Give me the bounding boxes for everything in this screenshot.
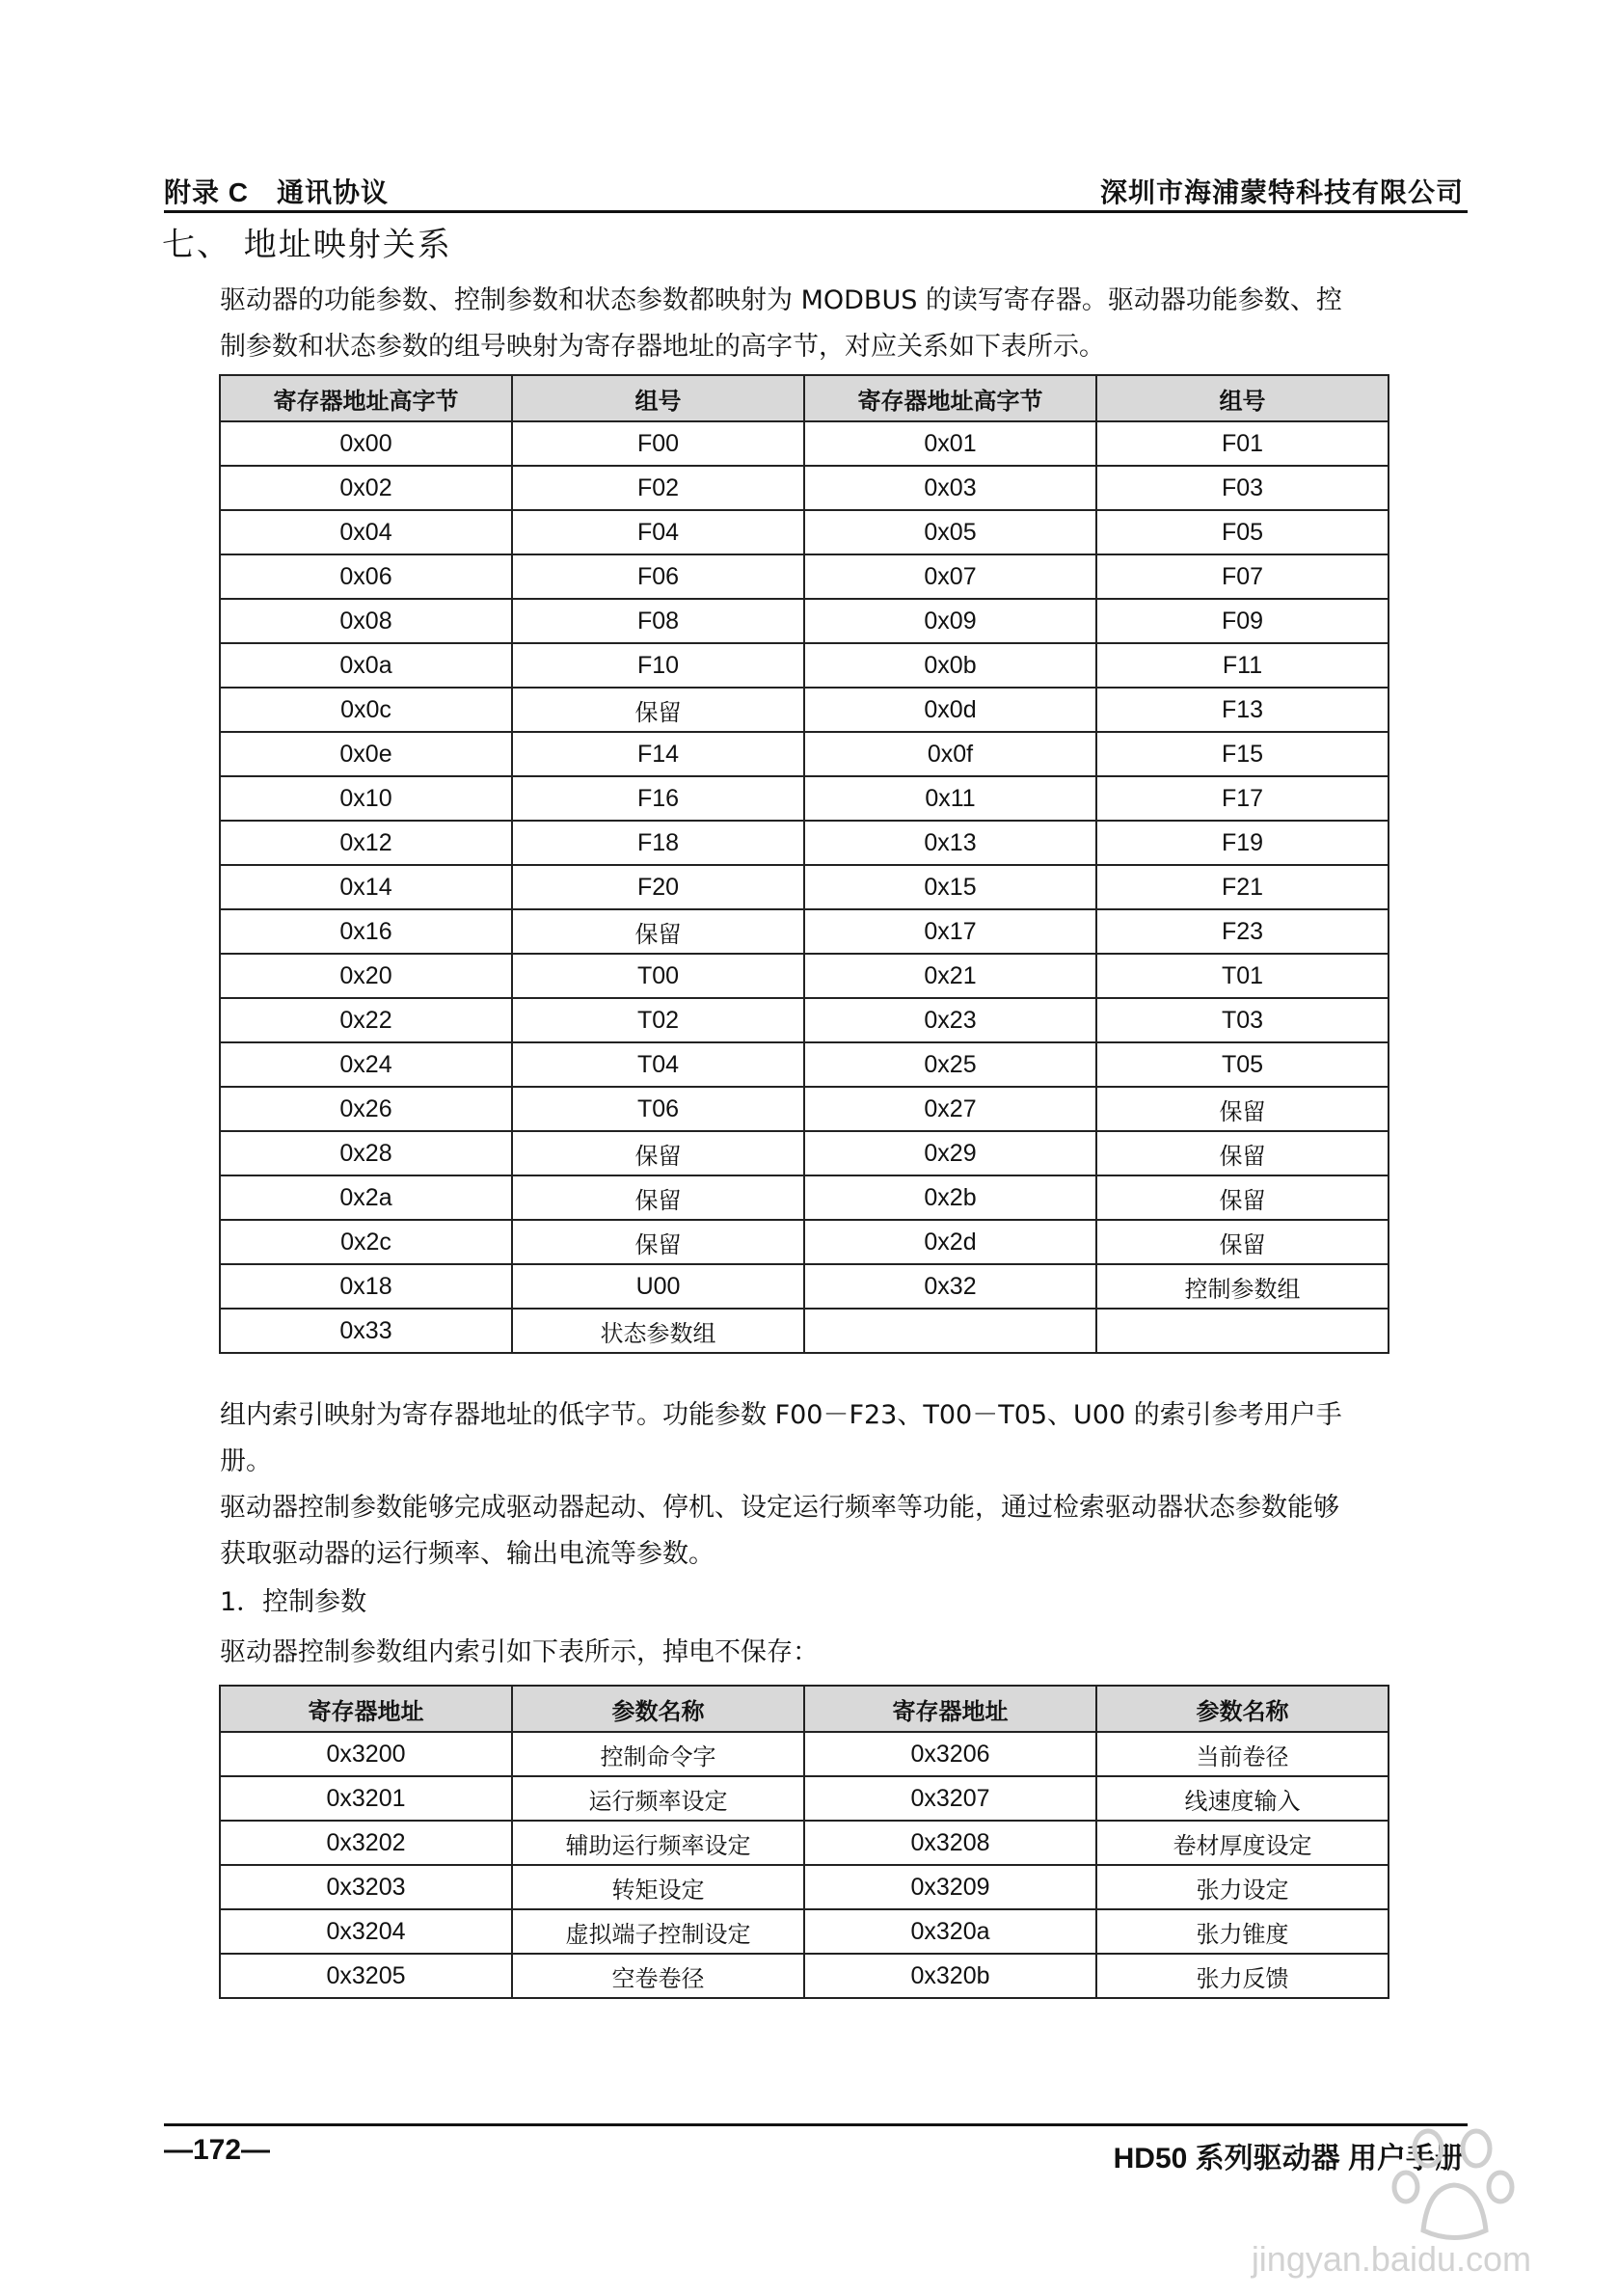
header-rule xyxy=(164,210,1468,213)
table-row xyxy=(220,865,1389,909)
table-cell: F10 xyxy=(512,643,804,688)
table-cell: F13 xyxy=(1096,688,1389,732)
table-row xyxy=(220,732,1389,776)
table-cell: 0x3207 xyxy=(804,1776,1096,1821)
table-cell xyxy=(1096,1309,1389,1353)
table-cell: 0x0f xyxy=(804,732,1096,776)
table-cell xyxy=(804,1309,1096,1353)
table-cell: 0x3201 xyxy=(220,1776,512,1821)
table-cell: T04 xyxy=(512,1042,804,1087)
control-note-line-1: 驱动器控制参数能够完成驱动器起动、停机、设定运行频率等功能，通过检索驱动器状态参数能够 xyxy=(220,1493,1339,1523)
table-cell: F01 xyxy=(1096,421,1389,466)
table-cell: 0x28 xyxy=(220,1131,512,1175)
table-row xyxy=(220,1909,1389,1954)
table-cell: 0x3209 xyxy=(804,1865,1096,1909)
table-cell: F07 xyxy=(1096,554,1389,599)
table-row xyxy=(220,421,1389,466)
table-cell: 保留 xyxy=(1096,1175,1389,1220)
table-cell: 0x0b xyxy=(804,643,1096,688)
footer-rule xyxy=(164,2123,1468,2126)
watermark-text: jingyan.baidu.com xyxy=(1251,2239,1531,2279)
table-cell: 当前卷径 xyxy=(1096,1732,1389,1776)
table-cell: 0x0d xyxy=(804,688,1096,732)
table-row xyxy=(220,998,1389,1042)
table-cell: 0x07 xyxy=(804,554,1096,599)
table-row xyxy=(220,1821,1389,1865)
table-cell: 0x3203 xyxy=(220,1865,512,1909)
table-row xyxy=(220,1175,1389,1220)
table-cell: F00 xyxy=(512,421,804,466)
table-cell: 空卷卷径 xyxy=(512,1954,804,1998)
table-cell: 保留 xyxy=(512,688,804,732)
table-cell: 0x15 xyxy=(804,865,1096,909)
table-cell: 0x25 xyxy=(804,1042,1096,1087)
table-cell: 保留 xyxy=(1096,1131,1389,1175)
page-number: —172— xyxy=(164,2134,271,2166)
table-cell: 保留 xyxy=(1096,1220,1389,1264)
table-row xyxy=(220,1309,1389,1353)
table-cell: T02 xyxy=(512,998,804,1042)
table-cell: 保留 xyxy=(1096,1087,1389,1131)
table-row xyxy=(220,1776,1389,1821)
table-cell: F11 xyxy=(1096,643,1389,688)
table-cell: T05 xyxy=(1096,1042,1389,1087)
table-cell: T03 xyxy=(1096,998,1389,1042)
control-note-line-2: 获取驱动器的运行频率、输出电流等参数。 xyxy=(220,1539,715,1569)
table-cell: 0x24 xyxy=(220,1042,512,1087)
column-header: 参数名称 xyxy=(1096,1686,1389,1732)
table-cell: 0x22 xyxy=(220,998,512,1042)
intro-paragraph xyxy=(220,278,1464,370)
manual-title: HD50 系列驱动器 用户手册 xyxy=(1113,2143,1464,2174)
table-row xyxy=(220,1264,1389,1309)
table-cell: 0x13 xyxy=(804,821,1096,865)
header-right: 深圳市海浦蒙特科技有限公司 xyxy=(1099,177,1464,207)
table-cell: 0x04 xyxy=(220,510,512,554)
table-cell: 保留 xyxy=(512,909,804,954)
table-cell: 保留 xyxy=(512,1175,804,1220)
table-row xyxy=(220,776,1389,821)
subsection-title: 1．控制参数 xyxy=(220,1587,367,1617)
table-cell: T00 xyxy=(512,954,804,998)
table-row xyxy=(220,1220,1389,1264)
control-note-paragraph xyxy=(220,1485,1464,1578)
table-cell: 0x3204 xyxy=(220,1909,512,1954)
table-cell: U00 xyxy=(512,1264,804,1309)
table-cell: F16 xyxy=(512,776,804,821)
table-cell: 0x3205 xyxy=(220,1954,512,1998)
table-cell: 0x26 xyxy=(220,1087,512,1131)
table-row xyxy=(220,954,1389,998)
table-cell: 0x02 xyxy=(220,466,512,510)
column-header: 寄存器地址 xyxy=(220,1686,512,1732)
table-cell: 0x01 xyxy=(804,421,1096,466)
table-cell: 0x03 xyxy=(804,466,1096,510)
table-cell: F05 xyxy=(1096,510,1389,554)
table-header-row xyxy=(220,375,1389,421)
address-mapping-table xyxy=(219,374,1389,1354)
table-cell: F04 xyxy=(512,510,804,554)
table-row xyxy=(220,1732,1389,1776)
intro-line-2: 制参数和状态参数的组号映射为寄存器地址的高字节，对应关系如下表所示。 xyxy=(220,332,1105,362)
table-row xyxy=(220,1042,1389,1087)
table-cell: F18 xyxy=(512,821,804,865)
table-cell: F23 xyxy=(1096,909,1389,954)
index-note-line-2: 册。 xyxy=(220,1446,272,1476)
table-cell: 0x17 xyxy=(804,909,1096,954)
table-cell: F21 xyxy=(1096,865,1389,909)
table-cell: F02 xyxy=(512,466,804,510)
table2-intro: 驱动器控制参数组内索引如下表所示，掉电不保存： xyxy=(220,1637,819,1667)
table-cell: 0x16 xyxy=(220,909,512,954)
table-cell: 0x00 xyxy=(220,421,512,466)
table-cell: 0x320b xyxy=(804,1954,1096,1998)
table-cell: F20 xyxy=(512,865,804,909)
table-cell: 0x3208 xyxy=(804,1821,1096,1865)
table-cell: F06 xyxy=(512,554,804,599)
table-cell: 0x14 xyxy=(220,865,512,909)
column-header: 参数名称 xyxy=(512,1686,804,1732)
table-row xyxy=(220,643,1389,688)
column-header: 组号 xyxy=(512,375,804,421)
table-cell: T06 xyxy=(512,1087,804,1131)
table-row xyxy=(220,1087,1389,1131)
column-header: 组号 xyxy=(1096,375,1389,421)
table-cell: 卷材厚度设定 xyxy=(1096,1821,1389,1865)
table-cell: 0x09 xyxy=(804,599,1096,643)
table-cell: 0x2b xyxy=(804,1175,1096,1220)
table-cell: 0x0e xyxy=(220,732,512,776)
table-cell: 0x21 xyxy=(804,954,1096,998)
table-cell: 0x10 xyxy=(220,776,512,821)
table-cell: 0x32 xyxy=(804,1264,1096,1309)
table-cell: 0x2c xyxy=(220,1220,512,1264)
table-row xyxy=(220,510,1389,554)
column-header: 寄存器地址高字节 xyxy=(220,375,512,421)
table-cell: 0x3200 xyxy=(220,1732,512,1776)
baidu-paw-icon xyxy=(1385,2110,1529,2255)
table-cell: F09 xyxy=(1096,599,1389,643)
table-cell: F08 xyxy=(512,599,804,643)
table-cell: 0x05 xyxy=(804,510,1096,554)
table-cell: F19 xyxy=(1096,821,1389,865)
table-cell: 0x3206 xyxy=(804,1732,1096,1776)
column-header: 寄存器地址 xyxy=(804,1686,1096,1732)
table-row xyxy=(220,688,1389,732)
table-cell: F17 xyxy=(1096,776,1389,821)
table-row xyxy=(220,1131,1389,1175)
table-cell: 线速度输入 xyxy=(1096,1776,1389,1821)
table-cell: 0x11 xyxy=(804,776,1096,821)
table-cell: 保留 xyxy=(512,1220,804,1264)
table-row xyxy=(220,599,1389,643)
column-header: 寄存器地址高字节 xyxy=(804,375,1096,421)
table-header-row xyxy=(220,1686,1389,1732)
table-cell: 0x0c xyxy=(220,688,512,732)
table-cell: 0x23 xyxy=(804,998,1096,1042)
table-row xyxy=(220,1954,1389,1998)
table-cell: T01 xyxy=(1096,954,1389,998)
table-cell: F15 xyxy=(1096,732,1389,776)
table-cell: 0x06 xyxy=(220,554,512,599)
table-cell: 0x29 xyxy=(804,1131,1096,1175)
table-cell: 0x0a xyxy=(220,643,512,688)
index-note-paragraph xyxy=(220,1392,1464,1485)
table-cell: 0x27 xyxy=(804,1087,1096,1131)
table-cell: 0x33 xyxy=(220,1309,512,1353)
intro-line-1: 驱动器的功能参数、控制参数和状态参数都映射为 MODBUS 的读写寄存器。驱动器功能参数、控 xyxy=(220,285,1342,315)
table-cell: 张力反馈 xyxy=(1096,1954,1389,1998)
table-cell: 辅助运行频率设定 xyxy=(512,1821,804,1865)
table-row xyxy=(220,554,1389,599)
table-cell: 0x3202 xyxy=(220,1821,512,1865)
table-cell: 0x20 xyxy=(220,954,512,998)
table-cell: 0x18 xyxy=(220,1264,512,1309)
table-row xyxy=(220,909,1389,954)
table-row xyxy=(220,821,1389,865)
table-cell: 控制参数组 xyxy=(1096,1264,1389,1309)
table-cell: 运行频率设定 xyxy=(512,1776,804,1821)
table-cell: 保留 xyxy=(512,1131,804,1175)
table-cell: 0x12 xyxy=(220,821,512,865)
control-parameter-table xyxy=(219,1685,1389,1999)
table-cell: 虚拟端子控制设定 xyxy=(512,1909,804,1954)
index-note-line-1: 组内索引映射为寄存器地址的低字节。功能参数 F00－F23、T00－T05、U00 的索引参考用户手 xyxy=(220,1400,1342,1430)
header-left: 附录 C 通讯协议 xyxy=(164,177,390,207)
table-cell: 控制命令字 xyxy=(512,1732,804,1776)
section-title: 七、 地址映射关系 xyxy=(162,226,452,264)
table-cell: 转矩设定 xyxy=(512,1865,804,1909)
table-row xyxy=(220,1865,1389,1909)
table-cell: 0x2a xyxy=(220,1175,512,1220)
table-cell: 张力设定 xyxy=(1096,1865,1389,1909)
table-cell: F14 xyxy=(512,732,804,776)
table-cell: 0x320a xyxy=(804,1909,1096,1954)
table-row xyxy=(220,466,1389,510)
table-cell: F03 xyxy=(1096,466,1389,510)
table-cell: 张力锥度 xyxy=(1096,1909,1389,1954)
table-cell: 0x2d xyxy=(804,1220,1096,1264)
table-cell: 0x08 xyxy=(220,599,512,643)
table-cell: 状态参数组 xyxy=(512,1309,804,1353)
